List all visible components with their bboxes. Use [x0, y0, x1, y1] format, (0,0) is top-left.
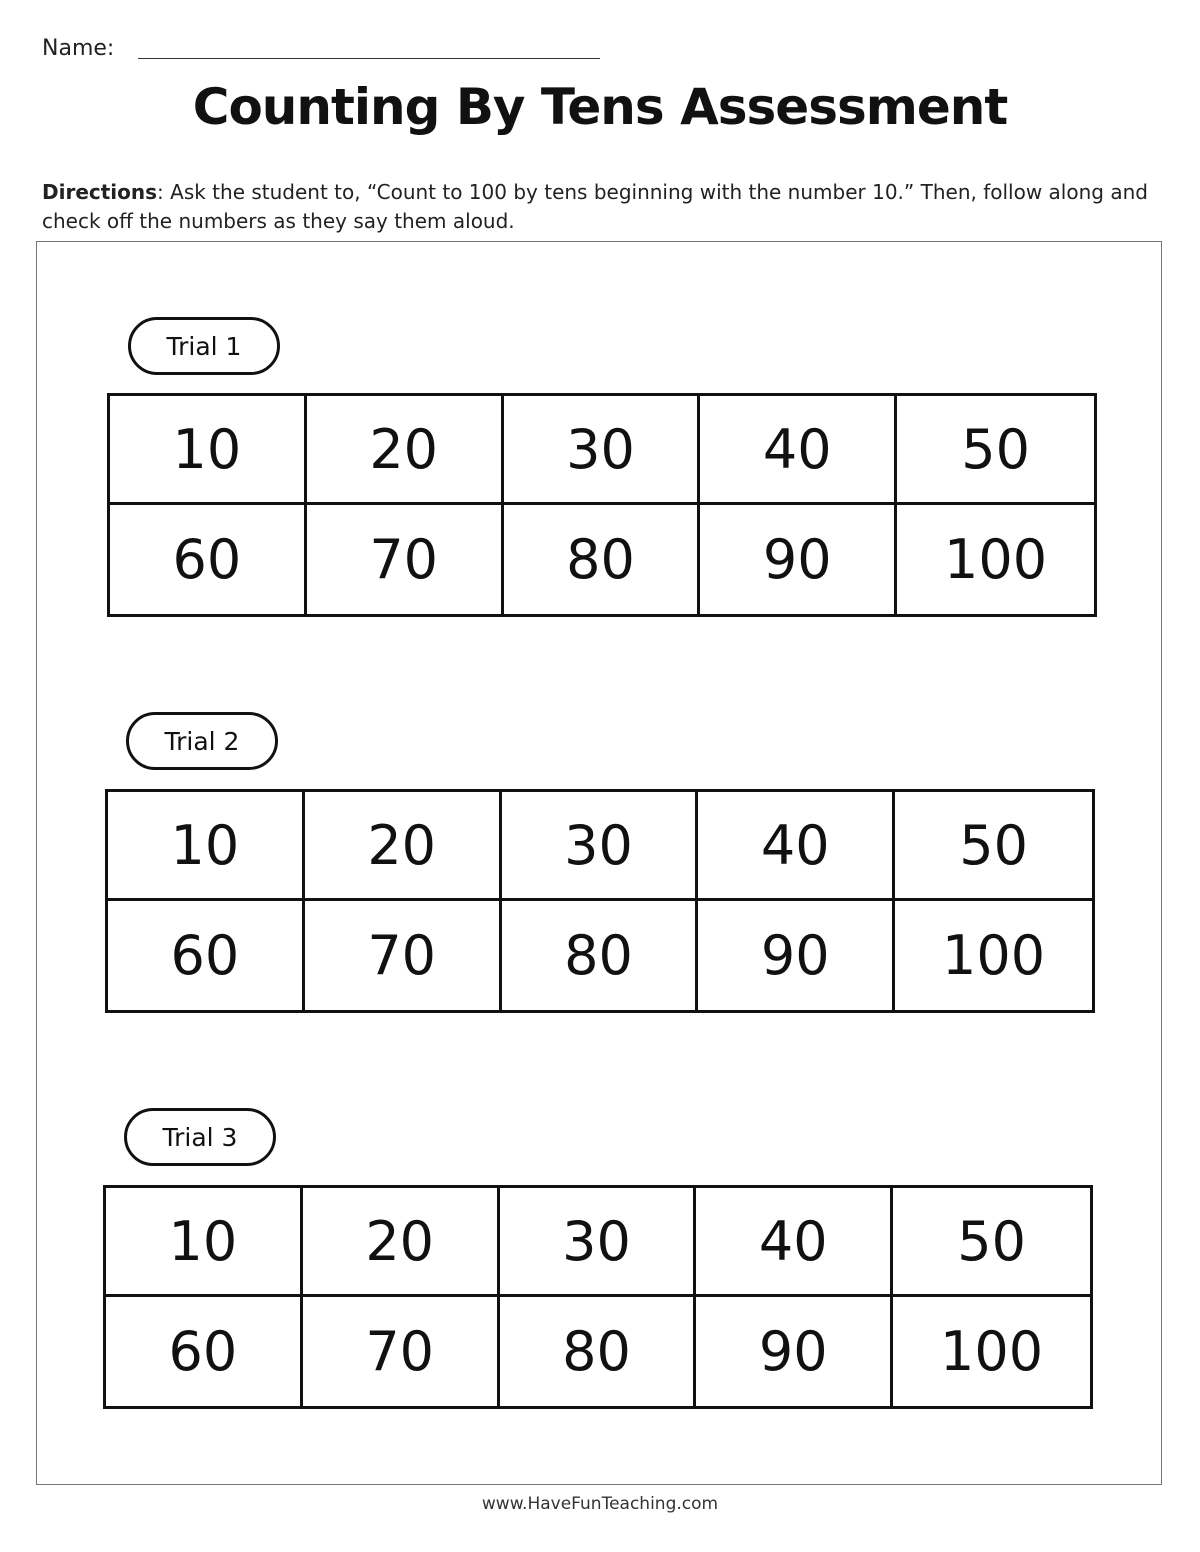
trial-2-cell[interactable]: 10 [108, 792, 305, 901]
directions-label: Directions [42, 180, 158, 204]
trial-1-grid [107, 393, 1097, 617]
trial-3-cell[interactable]: 20 [303, 1188, 500, 1297]
trial-1-cell[interactable]: 20 [307, 396, 504, 505]
trial-2-cell[interactable]: 70 [305, 901, 502, 1010]
trial-3-cell[interactable]: 10 [106, 1188, 303, 1297]
footer-url: www.HaveFunTeaching.com [481, 1494, 719, 1514]
trial-1-cell[interactable]: 60 [110, 505, 307, 614]
trial-3-cell[interactable]: 40 [696, 1188, 893, 1297]
trial-1-cell[interactable]: 100 [944, 528, 1048, 591]
trial-2-cell[interactable]: 50 [895, 792, 1092, 901]
trial-2-cell[interactable]: 40 [698, 792, 895, 901]
trial-2-label: Trial 2 [126, 712, 278, 770]
trial-3-label: Trial 3 [124, 1108, 276, 1166]
trial-3-cell[interactable]: 90 [696, 1297, 893, 1406]
trial-3-cell[interactable]: 30 [500, 1188, 697, 1297]
trial-2-cell[interactable]: 80 [502, 901, 699, 1010]
trial-2-grid [105, 789, 1095, 1013]
trial-1-cell[interactable]: 50 [897, 396, 1094, 505]
trial-3-cell[interactable]: 50 [893, 1188, 1090, 1297]
trial-3-cell[interactable]: 70 [303, 1297, 500, 1406]
trial-1-cell[interactable]: 80 [504, 505, 701, 614]
name-row [42, 34, 612, 64]
trial-2-cell[interactable]: 30 [502, 792, 699, 901]
trial-1-cell[interactable]: 30 [504, 396, 701, 505]
trial-3-cell[interactable]: 100 [940, 1320, 1044, 1383]
trial-1-label: Trial 1 [128, 317, 280, 375]
page-title: Counting By Tens Assessment [192, 78, 1008, 136]
trial-1-cell[interactable]: 10 [110, 396, 307, 505]
directions [42, 178, 1162, 236]
trial-3-cell[interactable]: 60 [106, 1297, 303, 1406]
trial-2-cell[interactable]: 20 [305, 792, 502, 901]
trial-2-cell[interactable]: 100 [942, 924, 1046, 987]
trial-3-cell[interactable]: 80 [500, 1297, 697, 1406]
name-label: Name: [42, 36, 115, 61]
trial-1-cell[interactable]: 90 [700, 505, 897, 614]
trial-2-cell[interactable]: 60 [108, 901, 305, 1010]
trial-1-cell[interactable]: 70 [307, 505, 504, 614]
name-blank-line[interactable] [138, 58, 600, 59]
trial-3-grid [103, 1185, 1093, 1409]
trial-2-cell[interactable]: 90 [698, 901, 895, 1010]
trial-1-cell[interactable]: 40 [700, 396, 897, 505]
directions-text: : Ask the student to, “Count to 100 by tens beginning with the number 10.” Then, follow along and check off the numbers as they say them aloud. [42, 180, 1148, 233]
